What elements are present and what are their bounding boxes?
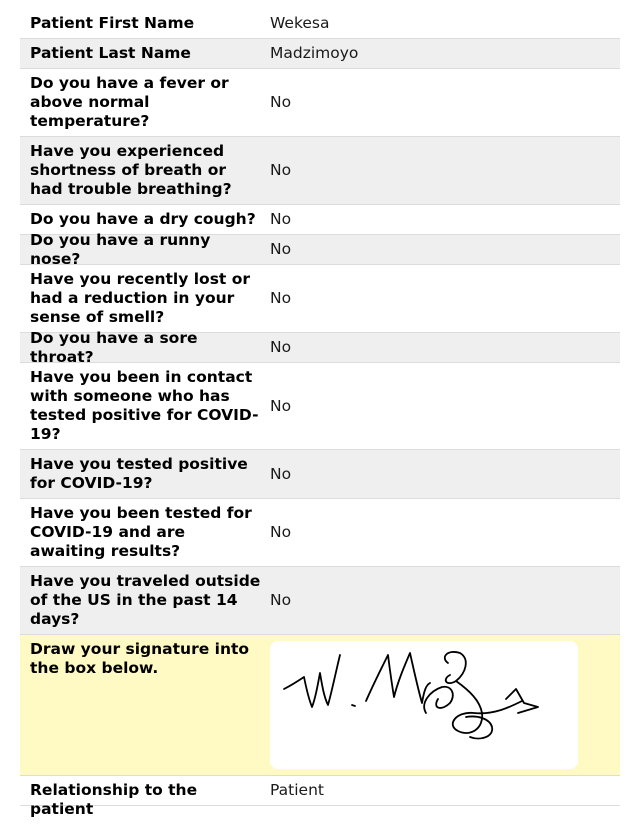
answer-value: No bbox=[270, 289, 292, 307]
row-covid-contact bbox=[20, 363, 620, 450]
question-label: Patient Last Name bbox=[30, 44, 191, 62]
row-shortness-of-breath bbox=[20, 137, 620, 205]
question-label: Have you been in contact with someone who has tested positive for COVID-19? bbox=[30, 368, 259, 443]
row-runny-nose bbox=[20, 230, 620, 268]
row-signature bbox=[20, 635, 620, 776]
question-label: Patient First Name bbox=[30, 14, 195, 32]
answer-value: Madzimoyo bbox=[270, 44, 359, 62]
signature-drawing bbox=[270, 641, 578, 769]
answer-value: No bbox=[270, 210, 292, 228]
row-travel bbox=[20, 567, 620, 635]
patient-screening-form bbox=[20, 9, 620, 818]
row-fever bbox=[20, 69, 620, 137]
answer-value: No bbox=[270, 240, 292, 258]
question-label: Have you experienced shortness of breath or had trouble breathing? bbox=[30, 142, 232, 198]
row-awaiting-results bbox=[20, 499, 620, 567]
question-label: Do you have a dry cough? bbox=[30, 210, 256, 228]
question-label: Relationship to the patient bbox=[30, 781, 198, 818]
question-label: Have you tested positive for COVID-19? bbox=[30, 455, 248, 492]
question-label: Have you been tested for COVID-19 and are awaiting results? bbox=[30, 504, 252, 560]
answer-value: No bbox=[270, 464, 292, 483]
question-label: Do you have a sore throat? bbox=[30, 328, 198, 366]
question-label: Do you have a fever or above normal temperature? bbox=[30, 74, 229, 130]
answer-value: No bbox=[270, 591, 292, 609]
question-label: Do you have a runny nose? bbox=[30, 230, 211, 268]
answer-value: No bbox=[270, 93, 292, 111]
row-sore-throat bbox=[20, 328, 620, 366]
answer-value: No bbox=[270, 338, 292, 356]
question-label: Have you recently lost or had a reduction in your sense of smell? bbox=[30, 270, 251, 326]
signature-prompt: Draw your signature into the box below. bbox=[30, 640, 250, 677]
answer-value: No bbox=[270, 396, 292, 415]
answer-value: Wekesa bbox=[270, 14, 330, 32]
row-patient-first-name bbox=[20, 9, 620, 39]
row-tested-positive bbox=[20, 450, 620, 499]
question-label: Have you traveled outside of the US in the past 14 days? bbox=[30, 572, 261, 628]
answer-value: No bbox=[270, 161, 292, 179]
answer-value: Patient bbox=[270, 781, 324, 799]
answer-value: No bbox=[270, 523, 292, 541]
row-patient-last-name bbox=[20, 39, 620, 69]
row-relationship bbox=[20, 776, 620, 818]
signature-pad[interactable] bbox=[270, 641, 578, 769]
